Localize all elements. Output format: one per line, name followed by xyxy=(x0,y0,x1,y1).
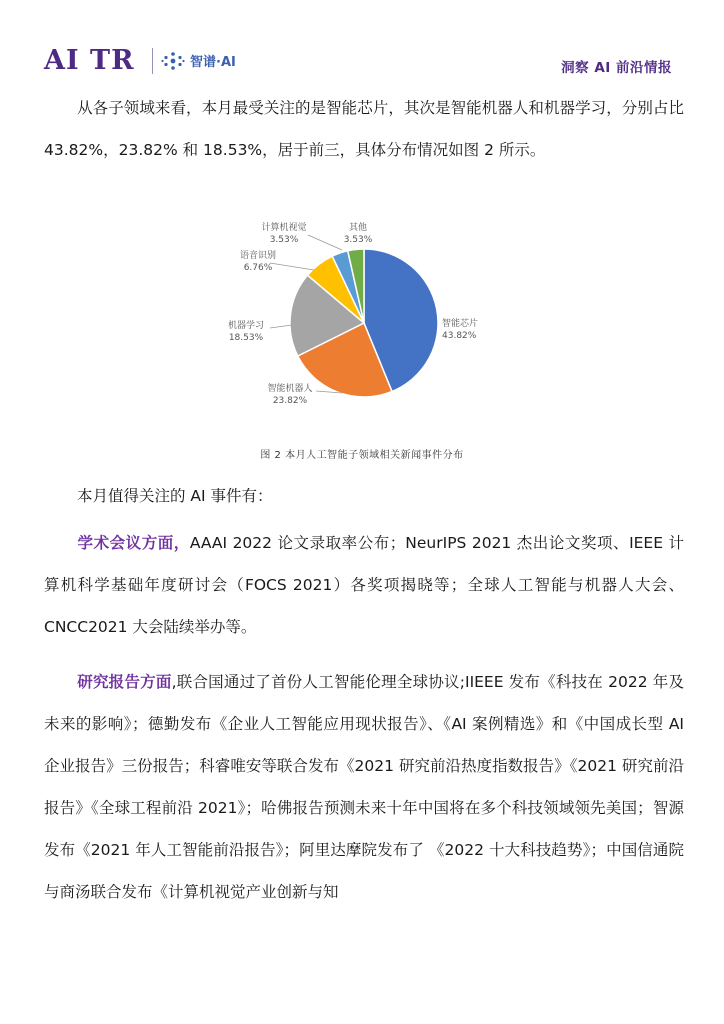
pie-leader-line-4 xyxy=(270,263,314,270)
page-header xyxy=(0,0,724,80)
pie-label-value-5: 3.53% xyxy=(269,235,299,245)
pie-label-value-6: 3.53% xyxy=(343,235,373,245)
pie-label-value-3: 18.53% xyxy=(228,333,264,343)
paragraph-academic xyxy=(44,522,684,648)
pie-label-name-6: 其他 xyxy=(348,223,368,233)
zhipu-logo-text: 智谱·AI xyxy=(190,55,236,70)
pie-slices xyxy=(290,249,438,397)
aitr-logo: AI TR xyxy=(44,45,135,76)
paragraph-text: 本月值得关注的 AI 事件有： xyxy=(77,487,273,505)
paragraph-text: ,联合国通过了首份人工智能伦理全球协议;IIEEE 发布《科技在 2022 年及未来的影响》；德勤发布《企业人工智能应用现状报告》、《AI 案例精选》和《中国成长型 AI 企业报告》三份报告；科睿唯安等联合发布《2021 研究前沿热度指数报告》《2021 研究前沿报告》《全球工程前沿 2021》；哈佛报告预测未来十年中国将在多个科技领域领先美国；智源发布《2021 年人工智能前沿报告》；阿里达摩院发布了 《2022 十大科技趋势》；中国信通院与商汤联合发布《计算机视觉产业创新与知 xyxy=(44,673,684,901)
header-tagline: 洞察 AI 前沿情报 xyxy=(561,60,672,76)
paragraph-events-intro xyxy=(44,475,684,517)
pie-label-value-1: 43.82% xyxy=(442,331,477,341)
pie-label-name-3: 机器学习 xyxy=(227,321,265,331)
logo-divider xyxy=(152,48,153,74)
chart-caption: 图 2 本月人工智能子领域相关新闻事件分布 xyxy=(260,450,464,461)
pie-label-name-5: 计算机视觉 xyxy=(261,223,307,233)
pie-label-value-4: 6.76% xyxy=(243,263,273,273)
paragraph-text: AAAI 2022 论文录取率公布；NeurIPS 2021 杰出论文奖项、IEEE 计算机科学基础年度研讨会（FOCS 2021）各奖项揭晓等；全球人工智能与机器人大会、CNCC2021 大会陆续举办等。 xyxy=(44,534,684,636)
section-label-reports: 研究报告方面 xyxy=(77,673,172,691)
paragraph-subfield-summary xyxy=(44,87,684,171)
pie-label-name-1: 智能芯片 xyxy=(442,319,479,329)
paragraph-text: 从各子领域来看，本月最受关注的是智能芯片，其次是智能机器人和机器学习，分别占比 43.82%，23.82% 和 18.53%，居于前三，具体分布情况如图 2 所示。 xyxy=(44,99,684,159)
pie-label-name-4: 语音识别 xyxy=(239,251,277,261)
pie-chart xyxy=(190,210,534,420)
paragraph-reports xyxy=(44,661,684,913)
pie-leader-line-5 xyxy=(308,235,342,250)
section-label-academic: 学术会议方面， xyxy=(77,534,190,552)
pie-label-value-2: 23.82% xyxy=(272,396,308,406)
zhipu-logo-icon xyxy=(161,50,185,72)
pie-label-name-2: 智能机器人 xyxy=(267,384,313,394)
pie-leader-line-3 xyxy=(270,325,292,328)
